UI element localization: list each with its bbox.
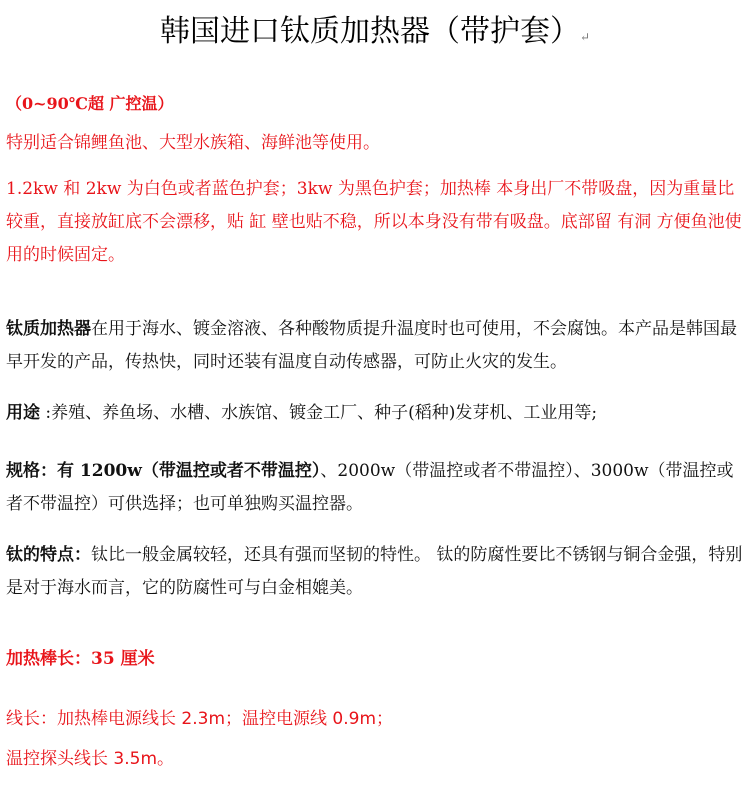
sleeve-and-suction-note — [6, 173, 746, 272]
description-label: 钛质加热器 — [6, 319, 91, 339]
cable-length-line-2: 温控探头线长 3.5m。 — [6, 749, 174, 769]
usage-note: 特别适合锦鲤鱼池、大型水族箱、海鲜池等使用。 — [6, 133, 380, 153]
specifications — [6, 455, 746, 521]
cable-length-line-1: 线长：加热棒电源线长 2.3m；温控电源线 0.9m； — [6, 709, 393, 729]
suction-cup-note: 加热棒 本身出厂不带吸盘，因为重量比较重，直接放缸底不会漂移，贴 缸 壁也贴不稳，所以本身没有带有吸盘。底部留 有洞 方便鱼池使用的时候固定。 — [6, 179, 742, 265]
uses-label: 用途 — [6, 403, 40, 423]
description-text: 在用于海水、镀金溶液、各种酸物质提升温度时也可使用，不会腐蚀。本产品是韩国最早开发的产品，传热快，同时还装有温度自动传感器，可防止火灾的发生。 — [6, 319, 737, 372]
features-text: 钛比一般金属较轻，还具有强而坚韧的特性。 钛的防腐性要比不锈钢与铜合金强，特别是对于海水而言，它的防腐性可与白金相媲美。 — [6, 545, 743, 598]
sleeve-color-note: 1.2kw 和 2kw 为白色或者蓝色护套；3kw 为黑色护套； — [6, 179, 440, 199]
title-text: 韩国进口钛质加热器（带护套） — [159, 14, 580, 49]
paragraph-mark-icon: ↵ — [579, 30, 591, 44]
product-description — [6, 313, 746, 379]
uses-text: :养殖、养鱼场、水槽、水族馆、镀金工厂、种子(稻种)发芽机、工业用等; — [40, 403, 598, 423]
temperature-range-note: （0~90℃超 广控温） — [6, 94, 174, 113]
uses-line — [6, 397, 746, 430]
page-title — [0, 10, 750, 59]
features-label: 钛的特点： — [6, 545, 91, 565]
rod-length: 加热棒长：35 厘米 — [6, 649, 155, 669]
titanium-features — [6, 539, 746, 605]
specs-label: 规格：有 1200w（带温控或者不带温控） — [6, 461, 321, 481]
specs-text: 、2000w（带温控或者不带温控）、3000w（带温控或者不带温控）可供选择；也可单独购买温控器。 — [6, 461, 734, 514]
